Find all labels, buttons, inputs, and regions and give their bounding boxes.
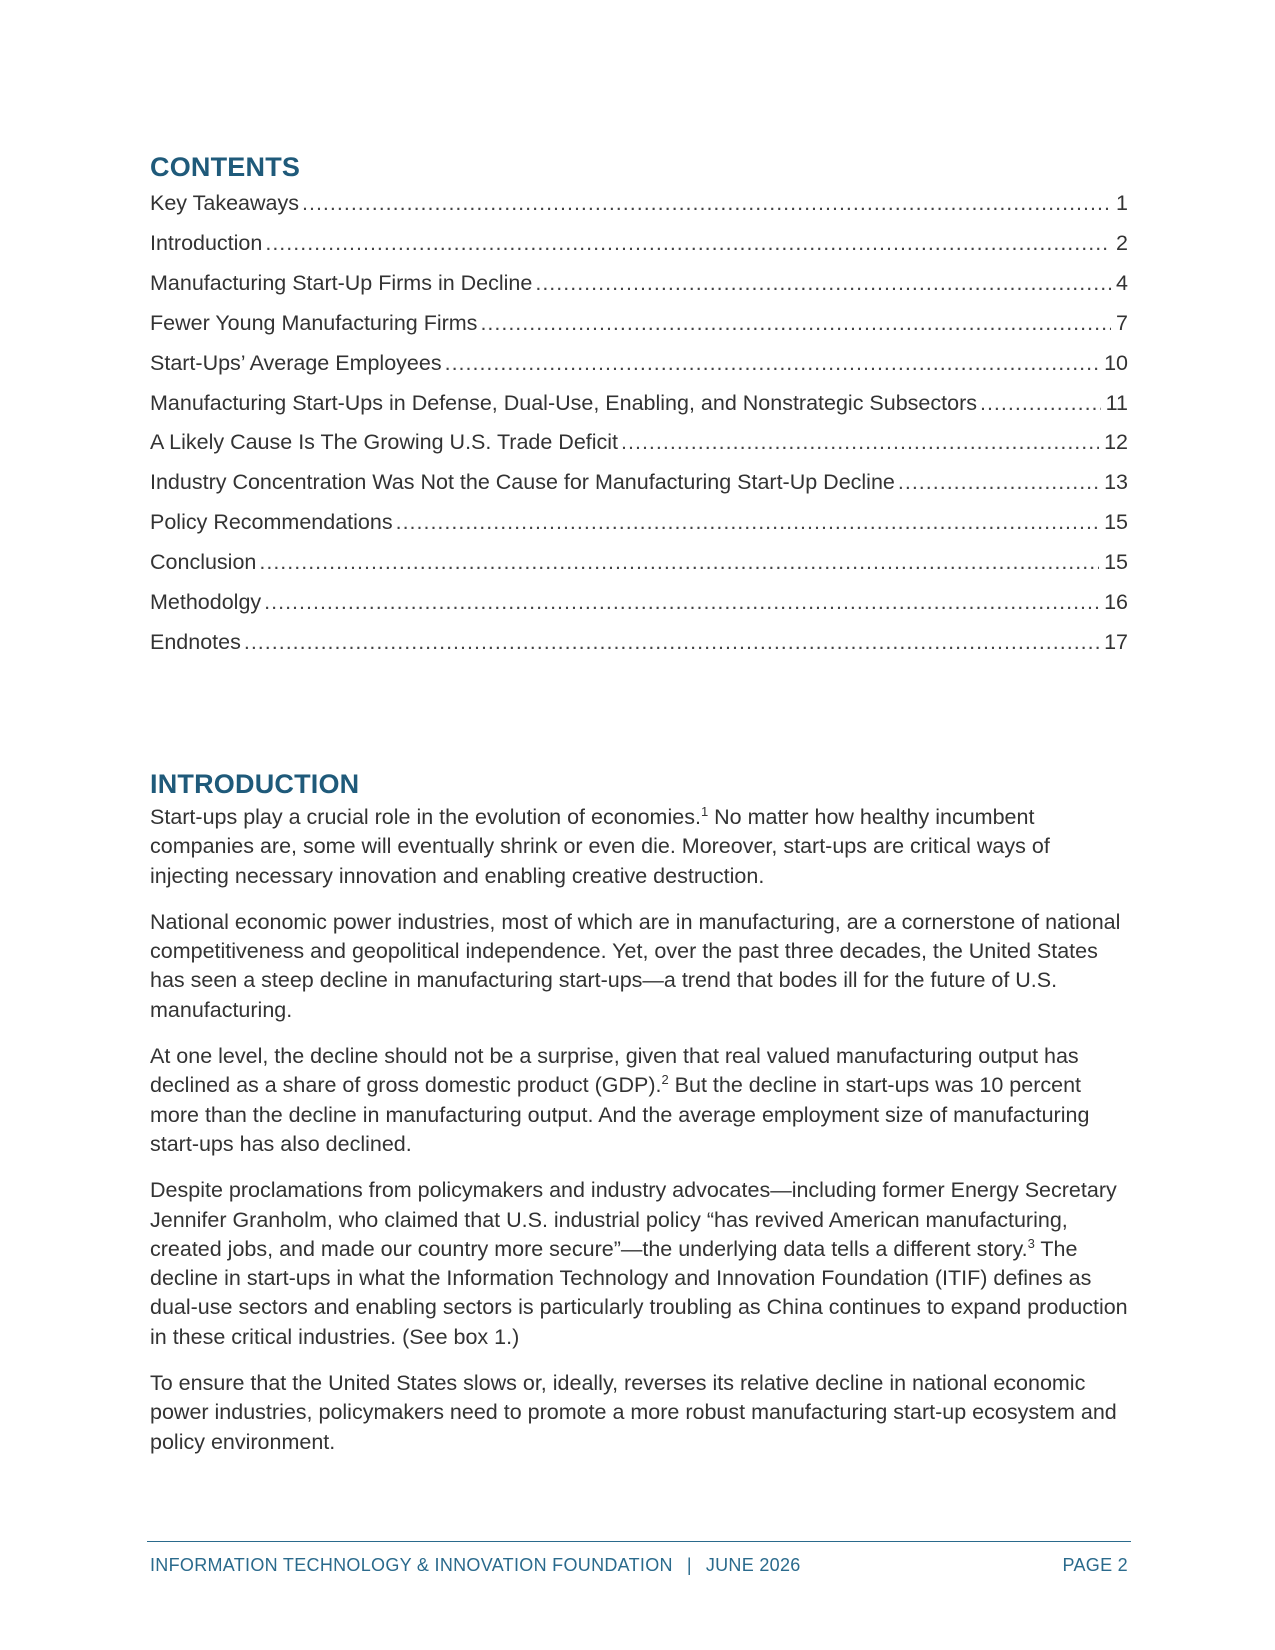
toc-item[interactable] xyxy=(150,224,1128,264)
toc-item-label: Conclusion xyxy=(150,550,257,575)
toc-item-label: Key Takeaways xyxy=(150,191,299,215)
footer-divider xyxy=(147,1541,1131,1542)
toc-leader-dots xyxy=(621,423,1099,463)
toc-item[interactable] xyxy=(150,184,1128,224)
toc-item-label: Manufacturing Start-Up Firms in Decline xyxy=(150,270,533,295)
toc-item-label: Fewer Young Manufacturing Firms xyxy=(150,310,478,335)
page-footer xyxy=(150,1553,1128,1577)
toc-leader-dots xyxy=(396,503,1099,543)
contents-section xyxy=(150,150,1128,663)
toc-leader-dots xyxy=(480,304,1111,344)
paragraph-text: No matter how healthy incumbent companies are, some will eventually shrink or even die. Moreover, start-ups are critical ways of injecting necessary innovation and enabling creative destruction. xyxy=(150,805,1050,888)
toc-leader-dots xyxy=(264,583,1099,623)
footnote-ref[interactable]: 1 xyxy=(700,803,709,819)
toc-item[interactable] xyxy=(150,583,1128,623)
toc-item-page: 2 xyxy=(1116,230,1128,255)
paragraph-text: Despite proclamations from policymakers and industry advocates—including former Energy Secretary Jennifer Granholm, who claimed that U.S. industrial policy “has revived American manufacturing, created jobs, and made our country more secure”—the underlying data tells a different story. xyxy=(150,1178,1117,1261)
toc-leader-dots xyxy=(244,623,1099,663)
body-paragraph xyxy=(150,1042,1128,1159)
toc-leader-dots xyxy=(980,384,1101,424)
toc-item-page: 17 xyxy=(1104,629,1128,654)
toc-item-label: Endnotes xyxy=(150,629,241,654)
toc-item-page: 1 xyxy=(1116,191,1128,215)
toc-leader-dots xyxy=(265,224,1111,264)
contents-heading: CONTENTS xyxy=(150,152,301,182)
toc-item-label: Industry Concentration Was Not the Cause for Manufacturing Start-Up Decline xyxy=(150,470,895,495)
toc-item-label: Introduction xyxy=(150,230,263,255)
table-of-contents xyxy=(150,184,1128,663)
footer-date: JUNE 2026 xyxy=(705,1555,801,1575)
body-paragraph xyxy=(150,1176,1128,1352)
toc-item[interactable] xyxy=(150,423,1128,463)
paragraph-text: But the decline in start-ups was 10 percent more than the decline in manufacturing output. And the average employment size of manufacturing start-ups has also declined. xyxy=(150,1073,1090,1156)
toc-leader-dots xyxy=(302,184,1111,224)
introduction-section xyxy=(150,767,1128,1474)
toc-item-page: 7 xyxy=(1116,310,1128,335)
toc-leader-dots xyxy=(259,543,1099,583)
toc-item-page: 13 xyxy=(1104,470,1128,495)
paragraph-text: The decline in start-ups in what the Information Technology and Innovation Foundation (ITIF) defines as dual-use sectors and enabling sectors is particularly troubling as China continues to expand production in these critical industries. (See box 1.) xyxy=(150,1236,1128,1349)
toc-item[interactable] xyxy=(150,543,1128,583)
footer-page-number: PAGE 2 xyxy=(1062,1555,1128,1575)
toc-item-label: Start-Ups’ Average Employees xyxy=(150,350,442,375)
toc-item-page: 16 xyxy=(1104,590,1128,615)
toc-leader-dots xyxy=(445,344,1099,384)
toc-item-page: 15 xyxy=(1104,510,1128,535)
toc-item[interactable] xyxy=(150,304,1128,344)
toc-item[interactable] xyxy=(150,463,1128,503)
footer-org-name: INFORMATION TECHNOLOGY & INNOVATION FOUNDATION xyxy=(150,1555,673,1575)
toc-item-page: 4 xyxy=(1116,270,1128,295)
toc-leader-dots xyxy=(535,264,1111,304)
toc-item-page: 12 xyxy=(1104,430,1128,455)
toc-item-page: 10 xyxy=(1104,350,1128,375)
toc-item[interactable] xyxy=(150,384,1128,424)
introduction-heading: INTRODUCTION xyxy=(150,769,360,799)
toc-item[interactable] xyxy=(150,623,1128,663)
paragraph-text: At one level, the decline should not be a surprise, given that real valued manufacturing output has declined as a share of gross domestic product (GDP). xyxy=(150,1044,1079,1098)
toc-item-page: 15 xyxy=(1104,550,1128,575)
toc-item[interactable] xyxy=(150,344,1128,384)
body-paragraph: To ensure that the United States slows or, ideally, reverses its relative decline in national economic power industries, policymakers need to promote a more robust manufacturing start-up ecosystem and policy environment. xyxy=(150,1371,1117,1454)
toc-leader-dots xyxy=(898,463,1099,503)
body-paragraph xyxy=(150,803,1128,891)
toc-item-page: 11 xyxy=(1105,390,1128,415)
toc-item-label: Manufacturing Start-Ups in Defense, Dual-Use, Enabling, and Nonstrategic Subsectors xyxy=(150,390,977,415)
toc-item-label: Methodolgy xyxy=(150,590,262,615)
footer-left xyxy=(150,1553,801,1577)
footnote-ref[interactable]: 3 xyxy=(1027,1235,1035,1251)
toc-item-label: A Likely Cause Is The Growing U.S. Trade Deficit xyxy=(150,430,619,455)
paragraph-text: Start-ups play a crucial role in the evolution of economies. xyxy=(150,805,701,829)
toc-item[interactable] xyxy=(150,264,1128,304)
footnote-ref[interactable]: 2 xyxy=(661,1072,669,1088)
body-paragraph: National economic power industries, most of which are in manufacturing, are a cornerstone of national competitiveness and geopolitical independence. Yet, over the past three decades, the United States has seen a steep decline in manufacturing start-ups—a trend that bodes ill for the future of U.S. manufacturing. xyxy=(150,909,1121,1022)
footer-separator: | xyxy=(686,1555,692,1575)
toc-item-label: Policy Recommendations xyxy=(150,510,393,535)
toc-item[interactable] xyxy=(150,503,1128,543)
